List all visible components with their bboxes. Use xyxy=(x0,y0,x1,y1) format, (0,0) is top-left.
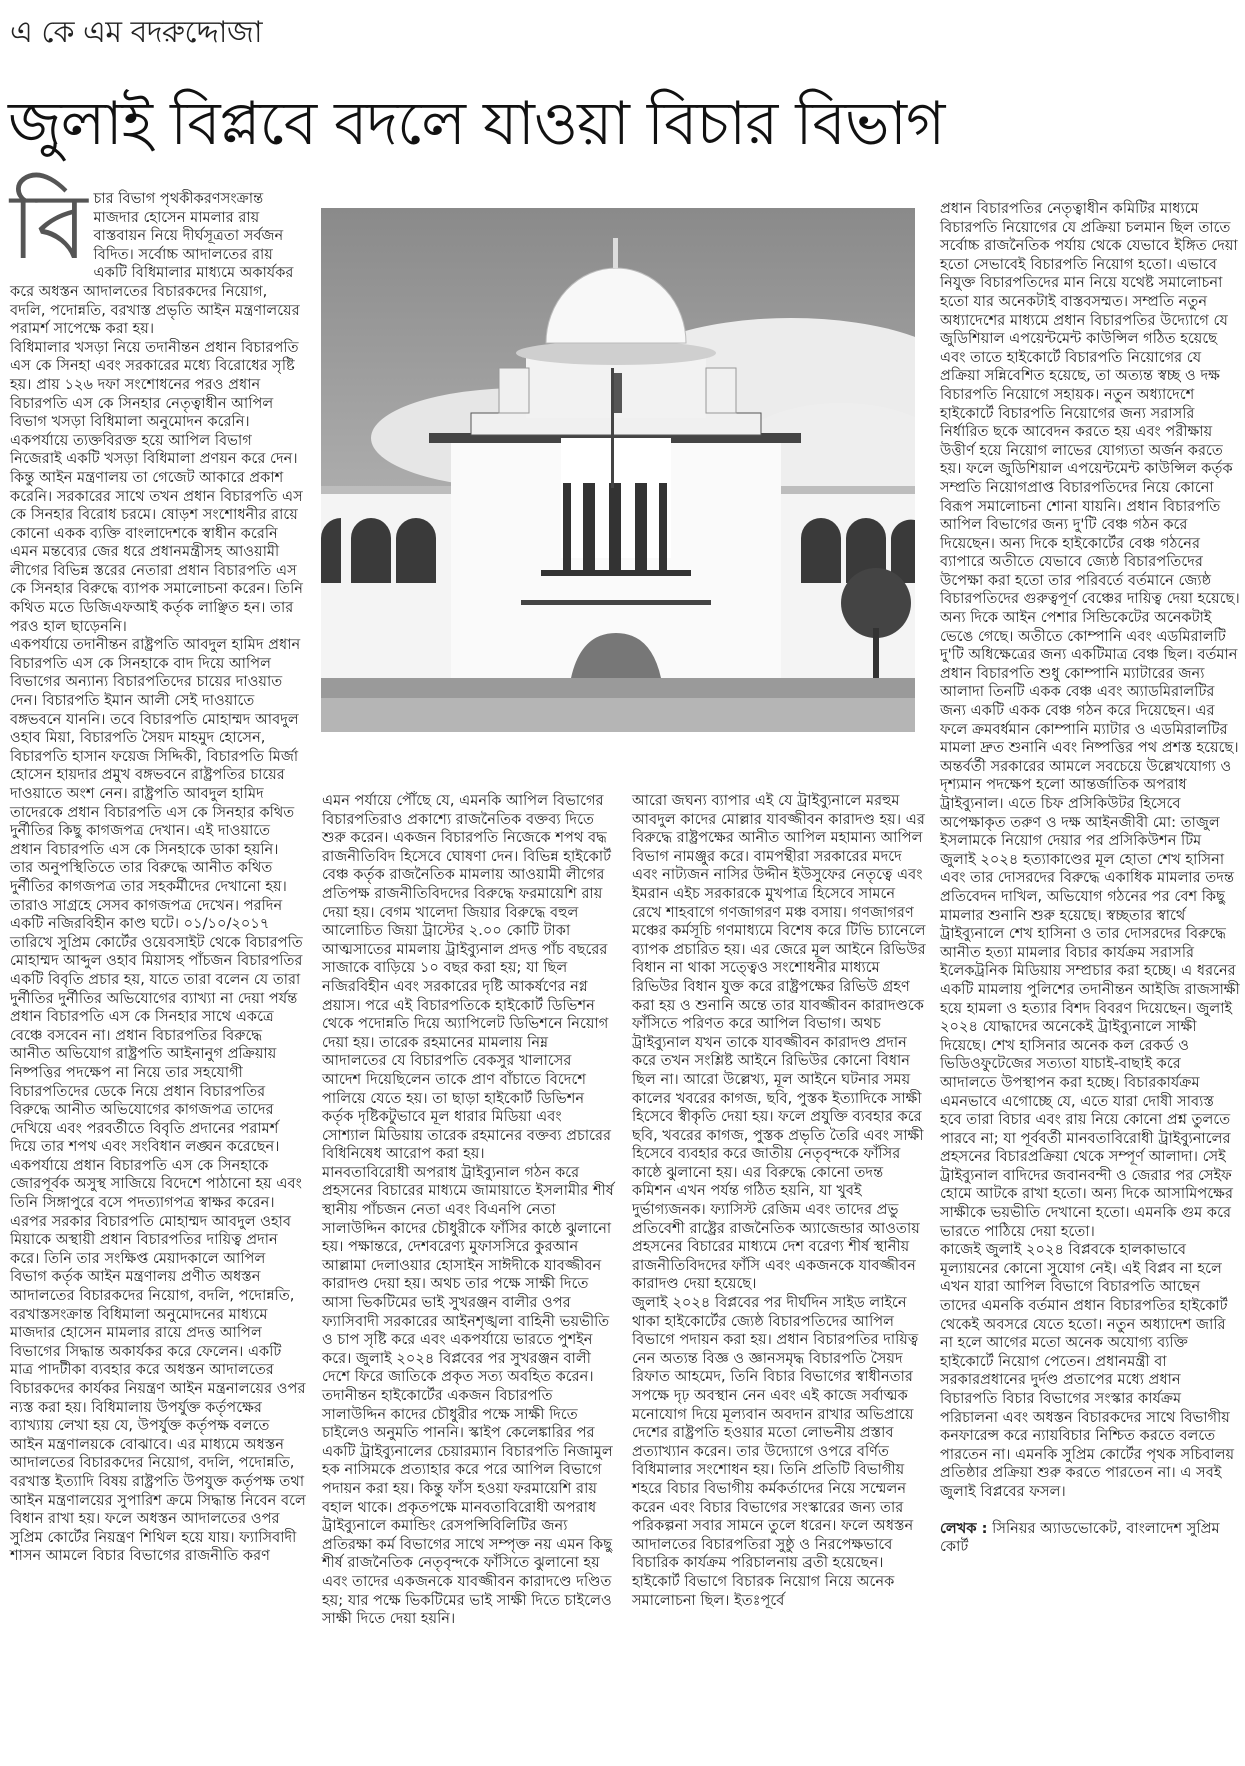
paragraph: এমন পর্যায়ে পৌঁছে যে, এমনকি আপিল বিভাগের বিচারপতিরাও প্রকাশ্যে রাজনৈতিক বক্তব্য দিতে শুরু করেন। একজন বিচারপতি নিজেকে শপথ বদ্ধ রাজনীতিবিদ হিসেবে ঘোষণা দেন। বিভিন্ন হাইকোর্ট বেঞ্চ কর্তৃক রাজনৈতিক মামলায় আওয়ামী লীগের প্রতিপক্ষ রাজনীতিবিদদের বিরুদ্ধে ফরমায়েশি রায় দেয়া হয়। বেগম খালেদা জিয়ার বিরুদ্ধে বহুল আলোচিত জিয়া ট্রাস্টের ২.০০ কোটি টাকা আত্মসাতের মামলায় ট্রাইব্যুনাল প্রদত্ত পাঁচ বছরের সাজাকে বাড়িয়ে ১০ বছর করা হয়; যা ছিল নজিরবিহীন এবং সরকারের দৃষ্টি আকর্ষণের নগ্ন প্রয়াস। পরে এই বিচারপতিকে হাইকোর্ট ডিভিশন থেকে পদোন্নতি দিয়ে অ্যাপিলেট ডিভিশনে নিয়োগ দেয়া হয়। তারেক রহমানের মামলায় নিম্ন আদালতের যে বিচারপতি বেকসুর খালাসের আদেশ দিয়েছিলেন তাকে প্রাণ বাঁচাতে বিদেশে পালিয়ে যেতে হয়। তা ছাড়া হাইকোর্ট ডিভিশন কর্তৃক দৃষ্টিকটুভাবে মূল ধারার মিডিয়া এবং সোশ্যাল মিডিয়ায় তারেক রহমানের বক্তব্য প্রচারের বিধিনিষেধ আরোপ করা হয়। xyxy=(322,792,612,1163)
byline: এ কে এম বদরুদ্দোজা xyxy=(10,15,263,50)
paragraph: কাজেই জুলাই ২০২৪ বিপ্লবকে হালকাভাবে মূল্যায়নের কোনো সুযোগ নেই। এই বিপ্লব না হলে এখন যারা আপিল বিভাগে বিচারপতি আছেন তাদের এমনকি বর্তমান প্রধান বিচারপতির হাইকোর্ট থেকেই অবসরে যেতে হতো। নতুন অধ্যাদেশ জারি না হলে আগের মতো অনেক অযোগ্য ব্যক্তি হাইকোর্টে নিয়োগ পেতেন। প্রধানমন্ত্রী বা সরকারপ্রধানের দুর্দণ্ড প্রতাপের মধ্যে প্রধান বিচারপতি বিচার বিভাগের সংস্কার কার্যক্রম পরিচালনা এবং অধস্তন বিচারকদের সাথে বিভাগীয় কনফারেন্স করে ন্যায়বিচার নিশ্চিত করতে বলতে পারতেন না। এমনকি সুপ্রিম কোর্টের পৃথক সচিবালয় প্রতিষ্ঠার প্রক্রিয়া শুরু করতে পারতেন না। এ সবই জুলাই বিপ্লবের ফসল। xyxy=(940,1241,1235,1500)
drop-cap: বি xyxy=(10,173,88,280)
paragraph: জুলাই ২০২৪ বিপ্লবের পর দীর্ঘদিন সাইড লাইনে থাকা হাইকোর্টের জ্যেষ্ঠ বিচারপতিদের আপিল বিভাগে পদায়ন করা হয়। প্রধান বিচারপতির দায়িত্ব নেন অত্যন্ত বিজ্ঞ ও জ্ঞানসমৃদ্ধ বিচারপতি সৈয়দ রিফাত আহমেদ, তিনি বিচার বিভাগের স্বাধীনতার সপক্ষে দৃঢ় অবস্থান নেন এবং এই কাজে সর্বাত্মক মনোযোগ দিয়ে মূল্যবান অবদান রাখার অভিপ্রায়ে দেশের রাষ্ট্রপতি হওয়ার মতো লোভনীয় প্রস্তাব প্রত্যাখ্যান করেন। তার উদ্যোগে ওপরে বর্ণিত বিধিমালার সংশোধন হয়। তিনি প্রতিটি বিভাগীয় শহরে বিচার বিভাগীয় কর্মকর্তাদের নিয়ে সম্মেলন করেন এবং বিচার বিভাগের সংস্কারের জন্য তার পরিকল্পনা সবার সামনে তুলে ধরেন। ফলে অধস্তন আদালতের বিচারপতিরা সুষ্ঠু ও নিরপেক্ষভাবে বিচারিক কার্যক্রম পরিচালনায় ব্রতী হয়েছেন। হাইকোর্ট বিভাগে বিচারক নিয়োগ নিয়ে অনেক সমালোচনা ছিল। ইতঃপূর্বে xyxy=(632,1294,919,1609)
paragraph: অন্তর্বর্তী সরকারের আমলে সবচেয়ে উল্লেখযোগ্য ও দৃশ্যমান পদক্ষেপ হলো আন্তর্জাতিক অপরাধ ট্রাইব্যুনাল। এতে চিফ প্রসিকিউটর হিসেবে অপেক্ষাকৃত তরুণ ও দক্ষ আইনজীবী মো: তাজুল ইসলামকে নিয়োগ দেয়ার পর প্রসিকিউশন টিম জুলাই ২০২৪ হত্যাকাণ্ডের মূল হোতা শেখ হাসিনা এবং তার দোসরদের বিরুদ্ধে একাধিক মামলার তদন্ত প্রতিবেদন দাখিল, অভিযোগ গঠনের পর বেশ কিছু মামলার শুনানি শুরু হয়েছে। স্বচ্ছতার স্বার্থে ট্রাইব্যুনালে শেখ হাসিনা ও তার দোসরদের বিরুদ্ধে আনীত হত্যা মামলার বিচার কার্যক্রম সরাসরি ইলেকট্রনিক মিডিয়ায় সম্প্রচার করা হচ্ছে। এ ধরনের একটি মামলায় পুলিশের তদানীন্তন আইজি রাজসাক্ষী হয়ে হামলা ও হত্যার বিশদ বিবরণ দিয়েছেন। জুলাই ২০২৪ যোদ্ধাদের অনেকেই ট্রাইব্যুনালে সাক্ষী দিয়েছে। শেখ হাসিনার অনেক কল রেকর্ড ও ভিডিওফুটেজের সত্যতা যাচাই-বাছাই করে আদালতে উপস্থাপন করা হচ্ছে। বিচারকার্যক্রম এমনভাবে এগোচ্ছে যে, এতে যারা দোষী সাব্যস্ত হবে তারা বিচার এবং রায় নিয়ে কোনো প্রশ্ন তুলতে পারবে না; যা পূর্ববর্তী মানবতাবিরোধী ট্রাইব্যুনালের প্রহসনের বিচারপ্রক্রিয়া থেকে সম্পূর্ণ আলাদা। সেই ট্রাইব্যুনাল বাদিদের জবানবন্দী ও জেরার পর সেইফ হোমে আটকে রাখা হতো। অন্য দিকে আসামিপক্ষের সাক্ষীকে ভয়ভীতি দেখানো হতো। এমনকি গুম করে ভারতে পাঠিয়ে দেয়া হতো। xyxy=(940,757,1240,1240)
supreme-court-photo xyxy=(321,208,915,732)
paragraph: আরো জঘন্য ব্যাপার এই যে ট্রাইব্যুনালে মরহুম আবদুল কাদের মোল্লার যাবজ্জীবন কারাদণ্ড হয়। এর বিরুদ্ধে রাষ্ট্রপক্ষের আনীত আপিল মহামান্য আপিল বিভাগ নামঞ্জুর করে। বামপন্থীরা সরকারের মদদে এবং নাট্যজন নাসির উদ্দীন ইউসুফের নেতৃত্বে এবং ইমরান এইচ সরকারকে মুখপাত্র হিসেবে সামনে রেখে শাহবাগে গণজাগরণ মঞ্চ বসায়। গণজাগরণ মঞ্চের কর্মসূচি গণমাধ্যমে বিশেষ করে টিভি চ্যানেলে ব্যাপক প্রচারিত হয়। এর জেরে মূল আইনে রিভিউর বিধান না থাকা সত্ত্বেও সংশোধনীর মাধ্যমে রিভিউর বিধান যুক্ত করে রাষ্ট্রপক্ষের রিভিউ গ্রহণ করা হয় ও শুনানি অন্তে তার যাবজ্জীবন কারাদণ্ডকে ফাঁসিতে পরিণত করে আপিল বিভাগ। অথচ ট্রাইব্যুনাল যখন তাকে যাবজ্জীবন কারাদণ্ড প্রদান করে তখন সংশ্লিষ্ট আইনে রিভিউর কোনো বিধান ছিল না। আরো উল্লেখ্য, মূল আইনে ঘটনার সময় কালের খবরের কাগজ, ছবি, পুস্তক ইত্যাদিকে সাক্ষী হিসেবে স্বীকৃতি দেয়া হয়। ফলে প্রযুক্তি ব্যবহার করে ছবি, খবরের কাগজ, পুস্তক প্রভৃতি তৈরি এবং সাক্ষী হিসেবে ব্যবহার করে জাতীয় নেতৃবৃন্দকে ফাঁসির কাষ্ঠে ঝুলানো হয়। এর বিরুদ্ধে কোনো তদন্ত কমিশন এখন পর্যন্ত গঠিত হয়নি, যা খুবই দুর্ভাগ্যজনক। ফ্যাসিস্ট রেজিম এবং তাদের প্রভু প্রতিবেশী রাষ্ট্রের রাজনৈতিক অ্যাজেন্ডার আওতায় প্রহসনের বিচারের মাধ্যমে দেশ বরেণ্য শীর্ষ স্থানীয় রাজনীতিবিদদের ফাঁসি এবং একজনকে যাবজ্জীবন কারাদণ্ড দেয়া হয়েছে। xyxy=(632,792,926,1293)
article-column-2 xyxy=(322,792,614,1629)
headline: জুলাই বিপ্লবে বদলে যাওয়া বিচার বিভাগ xyxy=(8,89,945,159)
paragraph-text: চার বিভাগ পৃথকীকরণসংক্রান্ত মাজদার হোসেন মামলার রায় বাস্তবায়ন নিয়ে দীর্ঘসূত্রতা সর্বজন বিদিত। সর্বোচ্চ আদালতের রায় একটি বিধিমালার মাধ্যমে অকার্যকর করে অধস্তন আদালতের বিচারকদের নিয়োগ, বদলি, পদোন্নতি, বরখাস্ত প্রভৃতি আইন মন্ত্রণালয়ের পরামর্শ সাপেক্ষে করা হয়। xyxy=(10,190,300,338)
paragraph: বিধিমালার খসড়া নিয়ে তদানীন্তন প্রধান বিচারপতি এস কে সিনহা এবং সরকারের মধ্যে বিরোধের সৃষ্টি হয়। প্রায় ১২৬ দফা সংশোধনের পরও প্রধান বিচারপতি এস কে সিনহার নেতৃত্বাধীন আপিল বিভাগ খসড়া বিধিমালা অনুমোদন করেনি। একপর্যায়ে ত্যক্তবিরক্ত হয়ে আপিল বিভাগ নিজেরাই একটি খসড়া বিধিমালা প্রণয়ন করে দেন। কিন্তু আইন মন্ত্রণালয় তা গেজেট আকারে প্রকাশ করেনি। সরকারের সাথে তখন প্রধান বিচারপতি এস কে সিনহার বিরোধ চরমে। ষোড়শ সংশোধনীর রায়ে কোনো একক ব্যক্তি বাংলাদেশকে স্বাধীন করেনি এমন মন্তব্যের জের ধরে প্রধানমন্ত্রীসহ আওয়ামী লীগের বিভিন্ন স্তরের নেতারা প্রধান বিচারপতি এস কে সিনহার বিরুদ্ধে ব্যাপক সমালোচনা করেন। তিনি কথিত মতে ডিজিএফআই কর্তৃক লাঞ্ছিত হন। তার পরও হাল ছাড়েননি। xyxy=(10,338,303,635)
paragraph: একপর্যায়ে তদানীন্তন রাষ্ট্রপতি আবদুল হামিদ প্রধান বিচারপতি এস কে সিনহাকে বাদ দিয়ে আপিল বিভাগের অন্যান্য বিচারপতিদের চায়ের দাওয়াত দেন। বিচারপতি ইমান আলী সেই দাওয়াতে বঙ্গভবনে যাননি। তবে বিচারপতি মোহাম্মদ আবদুল ওহাব মিয়া, বিচারপতি সৈয়দ মাহমুদ হোসেন, বিচারপতি হাসান ফয়েজ সিদ্দিকী, বিচারপতি মির্জা হোসেন হায়দার প্রমুখ বঙ্গভবনে রাষ্ট্রপতির চায়ের দাওয়াতে অংশ নেন। রাষ্ট্রপতি আবদুল হামিদ তাদেরকে প্রধান বিচারপতি এস কে সিনহার কথিত দুর্নীতির কিছু কাগজপত্র দেখান। এই দাওয়াতে প্রধান বিচারপতি এস কে সিনহাকে ডাকা হয়নি। তার অনুপস্থিতিতে তার বিরুদ্ধে আনীত কথিত দুর্নীতির কাগজপত্র তার সহকর্মীদের দেখানো হয়। তারাও সাগ্রহে সেসব কাগজপত্র দেখেন। পরদিন একটি নজিরবিহীন কাণ্ড ঘটে। ০১/১০/২০১৭ তারিখে সুপ্রিম কোর্টের ওয়েবসাইট থেকে বিচারপতি মোহাম্মদ আব্দুল ওহাব মিয়াসহ পাঁচজন বিচারপতির একটি বিবৃতি প্রচার হয়, যাতে তারা বলেন যে তারা দুর্নীতির দুর্নীতির অভিযোগের ব্যাখ্যা না দেয়া পর্যন্ত প্রধান বিচারপতি এস কে সিনহার সাথে একত্রে বেঞ্চে বসবেন না। প্রধান বিচারপতির বিরুদ্ধে আনীত অভিযোগ রাষ্ট্রপতি আইনানুগ প্রক্রিয়ায় নিষ্পত্তির পদক্ষেপ না নিয়ে তার সহযোগী বিচারপতিদের ডেকে নিয়ে প্রধান বিচারপতির বিরুদ্ধে আনীত অভিযোগের কাগজপত্র তাদের দেখিয়ে এবং পরবর্তীতে বিবৃতি প্রদানের পরামর্শ দিয়ে তার শপথ এবং সংবিধান লঙ্ঘন করেছেন। একপর্যায়ে প্রধান বিচারপতি এস কে সিনহাকে জোরপূর্বক অসুস্থ সাজিয়ে বিদেশে পাঠানো হয় এবং তিনি সিঙ্গাপুরে বসে পদত্যাগপত্র স্বাক্ষর করেন। xyxy=(10,636,303,1212)
paragraph xyxy=(10,173,306,339)
article-column-4 xyxy=(940,200,1240,1557)
author-note xyxy=(940,1520,1240,1557)
paragraph: মানবতাবিরোধী অপরাধ ট্রাইব্যুনাল গঠন করে প্রহসনের বিচারের মাধ্যমে জামায়াতে ইসলামীর শীর্ষ স্থানীয় পাঁচজন নেতা এবং বিএনপি নেতা সালাউদ্দিন কাদের চৌধুরীকে ফাঁসির কাষ্ঠে ঝুলানো হয়। পক্ষান্তরে, দেশবরেণ্য মুফাসসিরে কুরআন আল্লামা দেলাওয়ার হোসাইন সাঈদীকে যাবজ্জীবন কারাদণ্ড দেয়া হয়। অথচ তার পক্ষে সাক্ষী দিতে আসা ভিকটিমের ভাই সুখরঞ্জন বালীর ওপর ফ্যাসিবাদী সরকারের আইনশৃঙ্খলা বাহিনী ভয়ভীতি ও চাপ সৃষ্টি করে এবং একপর্যায়ে ভারতে পুশইন করে। জুলাই ২০২৪ বিপ্লবের পর সুখরঞ্জন বালী দেশে ফিরে জাতিকে প্রকৃত সত্য অবহিত করেন। তদানীন্তন হাইকোর্টের একজন বিচারপতি সালাউদ্দিন কাদের চৌধুরীর পক্ষে সাক্ষী দিতে চাইলেও অনুমতি পাননি। স্কাইপ কেলেঙ্কারির পর একটি ট্রাইব্যুনালের চেয়ারম্যান বিচারপতি নিজামুল হক নাসিমকে প্রত্যাহার করে পরে আপিল বিভাগে পদায়ন করা হয়। কিন্তু ফাঁস হওয়া ফরমায়েশি রায় বহাল থাকে। প্রকৃতপক্ষে মানবতাবিরোধী অপরাধ ট্রাইব্যুনালে কমান্ডিং রেসপন্সিবিলিটির জন্য প্রতিরক্ষা কর্ম বিভাগের সাথে সম্পৃক্ত নয় এমন কিছু শীর্ষ রাজনৈতিক নেতৃবৃন্দকে ফাঁসিতে ঝুলানো হয় এবং তাদের একজনকে যাবজ্জীবন কারাদণ্ডে দণ্ডিত হয়; যার পক্ষে ভিকটিমের ভাই সাক্ষী দিতে চাইলেও সাক্ষী দিতে দেয়া হয়নি। xyxy=(322,1163,614,1628)
author-text: সিনিয়র অ্যাডভোকেট, বাংলাদেশ সুপ্রিম কোর্ট xyxy=(940,1519,1220,1556)
author-label: লেখক : xyxy=(940,1519,988,1537)
paragraph: এরপর সরকার বিচারপতি মোহাম্মদ আবদুল ওহাব মিয়াকে অস্থায়ী প্রধান বিচারপতির দায়িত্ব প্রদান করে। তিনি তার সংক্ষিপ্ত মেয়াদকালে আপিল বিভাগ কর্তৃক আইন মন্ত্রণালয় প্রণীত অধস্তন আদালতের বিচারকদের নিয়োগ, বদলি, পদোন্নতি, বরখাস্তসংক্রান্ত বিধিমালা অনুমোদনের মাধ্যমে মাজদার হোসেন মামলার রায়ে প্রদত্ত আপিল বিভাগের সিদ্ধান্ত অকার্যকর করে ফেলেন। একটি মাত্র পাদটীকা ব্যবহার করে অধস্তন আদালতের বিচারকদের কার্যকর নিয়ন্ত্রণ আইন মন্ত্রনালয়ের ওপর ন্যস্ত করা হয়। বিধিমালায় উপর্যুক্ত কর্তৃপক্ষের ব্যাখ্যায় লেখা হয় যে, উপর্যুক্ত কর্তৃপক্ষ বলতে আইন মন্ত্রণালয়কে বোঝাবে। এর মাধ্যমে অধস্তন আদালতের বিচারকদের নিয়োগ, বদলি, পদোন্নতি, বরখাস্ত ইত্যাদি বিষয় রাষ্ট্রপতি উপযুক্ত কর্তৃপক্ষ তথা আইন মন্ত্রণালয়ের সুপারিশ ক্রমে সিদ্ধান্ত নিবেন বলে বিধান রাখা হয়। ফলে অধস্তন আদালতের ওপর সুপ্রিম কোর্টের নিয়ন্ত্রণ শিথিল হয়ে যায়। ফ্যাসিবাদী শাসন আমলে বিচার বিভাগের রাজনীতি করণ xyxy=(10,1212,306,1565)
article-column-1 xyxy=(10,173,306,1566)
article-column-3 xyxy=(632,792,926,1610)
paragraph: প্রধান বিচারপতির নেতৃত্বাধীন কমিটির মাধ্যমে বিচারপতি নিয়োগের যে প্রক্রিয়া চলমান ছিল তাতে সর্বোচ্চ রাজনৈতিক পর্যায় থেকে যেভাবে ইঙ্গিত দেয়া হতো সেভাবেই বিচারপতি নিয়োগ হতো। এভাবে নিযুক্ত বিচারপতিদের মান নিয়ে যথেষ্ট সমালোচনা হতো যার অনেকটাই বাস্তবসম্মত। সম্প্রতি নতুন অধ্যাদেশের মাধ্যমে প্রধান বিচারপতির উদ্যোগে যে জুডিশিয়াল এপয়েন্টমেন্ট কাউন্সিল গঠিত হয়েছে এবং তাতে হাইকোর্টে বিচারপতি নিয়োগের যে প্রক্রিয়া সন্নিবেশিত হয়েছে, তা অত্যন্ত স্বচ্ছ ও দক্ষ বিচারপতি নিয়োগে সহায়ক। নতুন অধ্যাদেশে হাইকোর্টে বিচারপতি নিয়োগের জন্য সরাসরি নির্ধারিত ছকে আবেদন করতে হয় এবং পরীক্ষায় উত্তীর্ণ হয়ে নিয়োগ লাভের যোগ্যতা অর্জন করতে হয়। ফলে জুডিশিয়াল এপয়েন্টমেন্ট কাউন্সিল কর্তৃক সম্প্রতি নিয়োগপ্রাপ্ত বিচারপতিদের নিয়ে কোনো বিরূপ সমালোচনা শোনা যায়নি। প্রধান বিচারপতি আপিল বিভাগের জন্য দু'টি বেঞ্চ গঠন করে দিয়েছেন। অন্য দিকে হাইকোর্টের বেঞ্চ গঠনের ব্যাপারে অতীতে যেভাবে জ্যেষ্ঠ বিচারপতিদের উপেক্ষা করা হতো তার পরিবর্তে বর্তমানে জ্যেষ্ঠ বিচারপতিদের গুরুত্বপূর্ণ বেঞ্চের দায়িত্ব দেয়া হয়েছে। অন্য দিকে আইন পেশার সিন্ডিকেটের অনেকটাই ভেঙে গেছে। অতীতে কোম্পানি এবং এডমিরালটি দু'টি অধিক্ষেত্রের জন্য একটিমাত্র বেঞ্চ ছিল। বর্তমান প্রধান বিচারপতি শুধু কোম্পানি ম্যাটারের জন্য আলাদা তিনটি একক বেঞ্চ এবং অ্যাডমিরালটির জন্য একটি একক বেঞ্চ গঠন করে দিয়েছেন। এর ফলে ক্রমবর্ধমান কোম্পানি ম্যাটার ও এডমিরালটির মামলা দ্রুত শুনানি এবং নিষ্পত্তির পথ প্রশস্ত হয়েছে। xyxy=(940,200,1240,757)
